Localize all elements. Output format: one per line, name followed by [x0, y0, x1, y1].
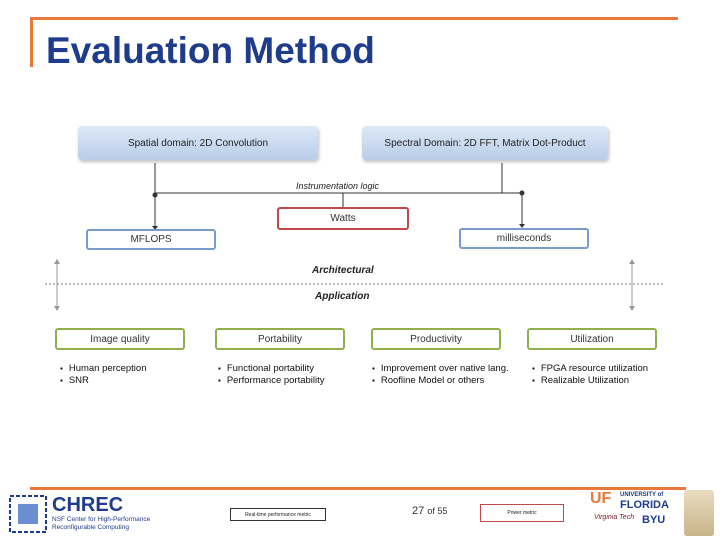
chrec-emblem-icon [8, 494, 48, 534]
bullet-item: ▪ Human perception [60, 363, 146, 375]
vt-logo: Virginia Tech [594, 514, 635, 521]
bullet-item: ▪ Roofline Model or others [372, 375, 509, 387]
application-label: Application [315, 291, 370, 302]
realtime-metric-legend: Real-time performance metric [230, 508, 326, 521]
spatial-domain-box: Spatial domain: 2D Convolution [78, 126, 318, 160]
university-logos [590, 490, 682, 538]
page-number [412, 505, 447, 517]
uf-logo: UF [590, 490, 612, 507]
chrec-name: CHREC [52, 494, 124, 516]
power-metric-legend: Power metric [480, 504, 564, 522]
mflops-box: MFLOPS [86, 229, 216, 250]
byu-logo: BYU [642, 514, 666, 526]
uf-line2: FLORIDA [620, 499, 669, 511]
bullets-image-quality [60, 363, 146, 387]
bullet-item: ▪ Performance portability [218, 375, 325, 387]
chrec-logo [8, 494, 158, 534]
bullet-item: ▪ SNR [60, 375, 146, 387]
footer-rule [30, 487, 686, 490]
page-total: of 55 [427, 506, 448, 516]
slide-title: Evaluation Method [46, 30, 375, 71]
watts-box: Watts [277, 207, 409, 230]
uf-line1: UNIVERSITY of [620, 492, 664, 498]
bullet-item: ▪ FPGA resource utilization [532, 363, 648, 375]
architectural-label: Architectural [312, 265, 374, 276]
bullet-item: ▪ Realizable Utilization [532, 375, 648, 387]
instrumentation-label: Instrumentation logic [296, 181, 380, 191]
chrec-sub2: Reconfigurable Computing [52, 524, 129, 531]
bullets-productivity [372, 363, 509, 387]
metric-image-quality: Image quality [55, 328, 185, 350]
metric-utilization: Utilization [527, 328, 657, 350]
portrait-seal-icon [684, 490, 714, 536]
spectral-domain-box: Spectral Domain: 2D FFT, Matrix Dot-Product [362, 126, 608, 160]
metric-productivity: Productivity [371, 328, 501, 350]
bullets-portability [218, 363, 325, 387]
page-current: 27 [412, 505, 425, 517]
chrec-sub1: NSF Center for High-Performance [52, 516, 151, 523]
bullets-utilization [532, 363, 648, 387]
bullet-item: ▪ Improvement over native lang. [372, 363, 509, 375]
bullet-item: ▪ Functional portability [218, 363, 325, 375]
milliseconds-box: milliseconds [459, 228, 589, 249]
metric-portability: Portability [215, 328, 345, 350]
